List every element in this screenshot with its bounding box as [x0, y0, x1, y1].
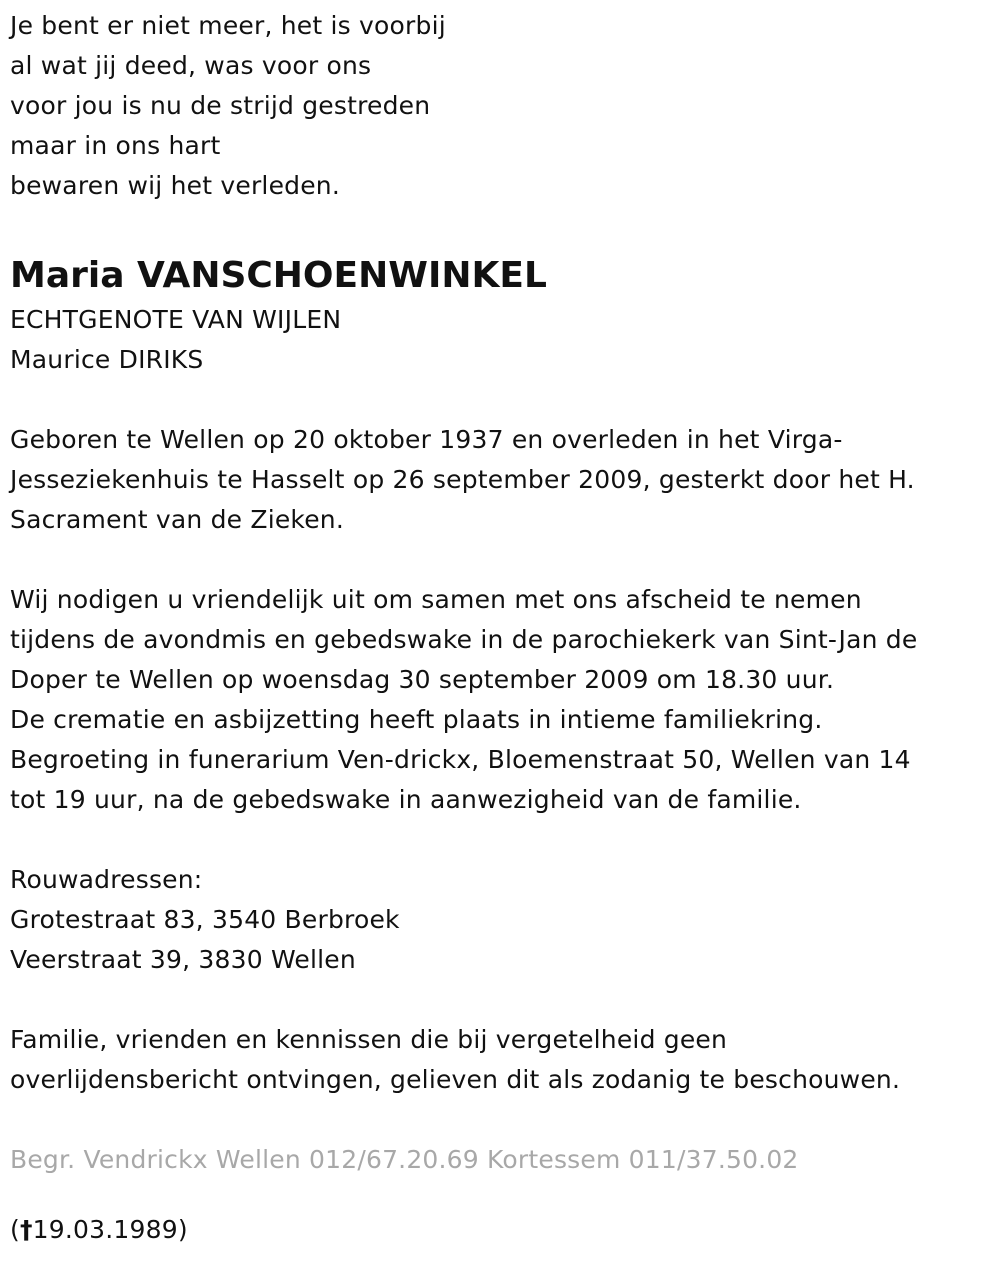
paragraph-line: Sacrament van de Zieken. [10, 505, 344, 534]
paragraph-line: Jesseziekenhuis te Hasselt op 26 september 2009, gesterkt door het H. [10, 465, 915, 494]
deceased-name: Maria VANSCHOENWINKEL [10, 255, 547, 296]
addresses-heading: Rouwadressen: [10, 865, 203, 894]
paragraph-line: tijdens de avondmis en gebedswake in de parochiekerk van Sint-Jan de [10, 625, 918, 654]
paragraph-line: Wij nodigen u vriendelijk uit om samen met ons afscheid te nemen [10, 585, 862, 614]
death-date: 19.03.1989 [32, 1215, 178, 1244]
funeral-home-contact: Begr. Vendrickx Wellen 012/67.20.69 Kortessem 011/37.50.02 [10, 1145, 799, 1174]
poem-line: bewaren wij het verleden. [10, 171, 340, 200]
paragraph-line: Doper te Wellen op woensdag 30 september 2009 om 18.30 uur. [10, 665, 835, 694]
poem-line: maar in ons hart [10, 131, 221, 160]
spouse-name: Maurice DIRIKS [10, 345, 204, 374]
paragraph-line: Familie, vrienden en kennissen die bij vergetelheid geen [10, 1025, 728, 1054]
close-paren: ) [177, 1215, 188, 1244]
notice-paragraph [10, 1020, 990, 1100]
relation-label: ECHTGENOTE VAN WIJLEN [10, 305, 342, 334]
address-line: Grotestraat 83, 3540 Berbroek [10, 905, 400, 934]
poem-line: Je bent er niet meer, het is voorbij [10, 11, 446, 40]
paragraph-line: Begroeting in funerarium Ven-drickx, Bloemenstraat 50, Wellen van 14 [10, 745, 911, 774]
birth-death-paragraph [10, 420, 990, 540]
poem-line: al wat jij deed, was voor ons [10, 51, 372, 80]
paragraph-line: De crematie en asbijzetting heeft plaats in intieme familiekring. [10, 705, 823, 734]
obituary-notice [10, 6, 990, 1250]
paragraph-line: Geboren te Wellen op 20 oktober 1937 en overleden in het Virga- [10, 425, 843, 454]
address-line: Veerstraat 39, 3830 Wellen [10, 945, 356, 974]
spouse-death-date [10, 1210, 990, 1250]
paragraph-line: overlijdensbericht ontvingen, gelieven dit als zodanig te beschouwen. [10, 1065, 901, 1094]
mourning-addresses [10, 860, 990, 980]
open-paren: ( [10, 1215, 20, 1244]
invitation-paragraph [10, 580, 990, 820]
poem-line: voor jou is nu de strijd gestreden [10, 91, 431, 120]
cross-icon: † [19, 1215, 33, 1244]
poem [10, 6, 990, 206]
paragraph-line: tot 19 uur, na de gebedswake in aanwezigheid van de familie. [10, 785, 802, 814]
